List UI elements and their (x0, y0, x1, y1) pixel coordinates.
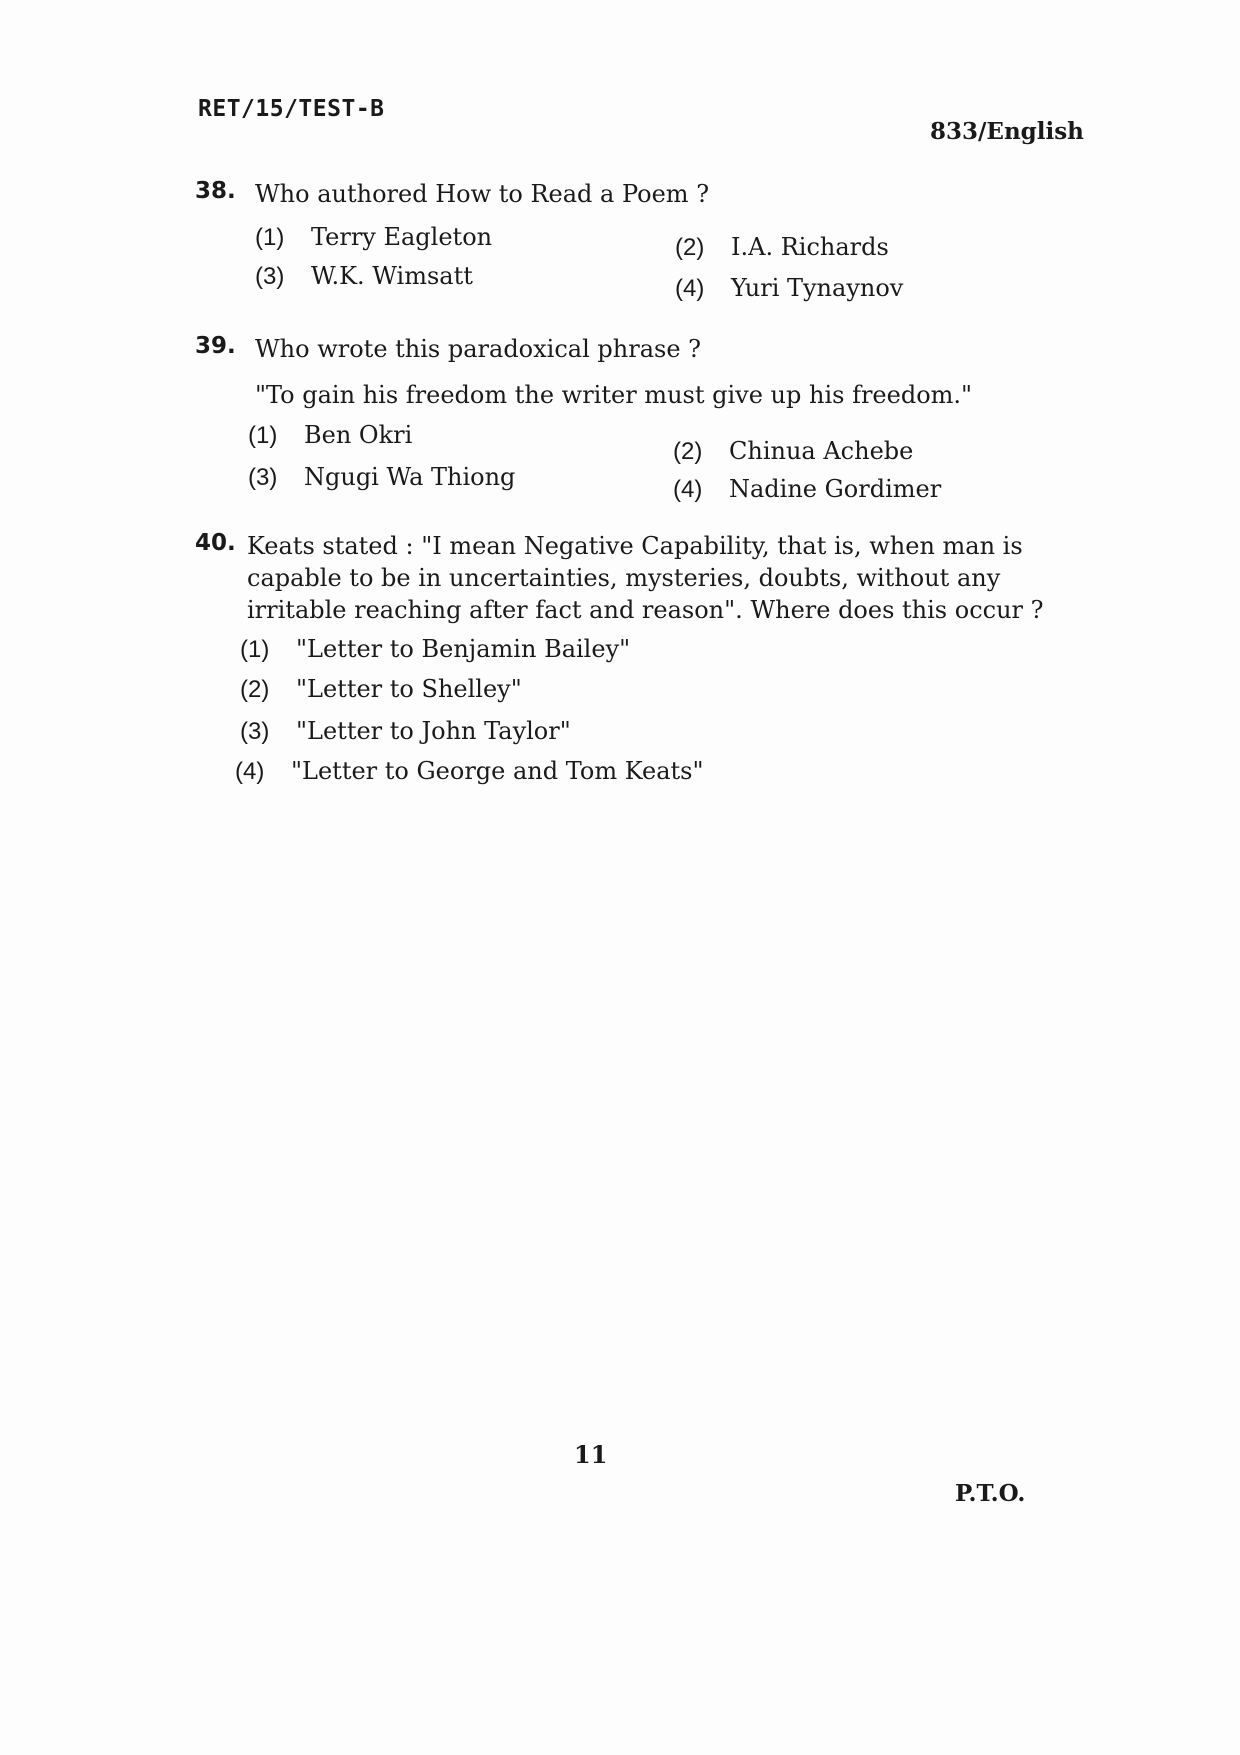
option-text: Ngugi Wa Thiong (304, 463, 516, 491)
option-number: (3) (240, 718, 270, 745)
option-number: (4) (675, 275, 705, 302)
subject-code: 833/English (930, 118, 1084, 145)
option-4 (675, 274, 903, 303)
option-text: Ben Okri (304, 421, 413, 449)
option-text: Nadine Gordimer (729, 475, 942, 503)
option-1 (255, 223, 492, 252)
option-text: "Letter to John Taylor" (296, 717, 571, 745)
option-2 (675, 233, 889, 262)
question-number: 38. (195, 178, 236, 204)
option-text: "Letter to Benjamin Bailey" (296, 635, 631, 663)
option-number: (3) (248, 464, 278, 491)
option-1 (240, 635, 630, 664)
question-text: Who wrote this paradoxical phrase ? (255, 335, 702, 363)
question-text: Who authored How to Read a Poem ? (255, 180, 710, 208)
option-2 (240, 675, 522, 704)
option-number: (2) (240, 676, 270, 703)
option-text: I.A. Richards (731, 233, 889, 261)
question-number: 40. (195, 530, 236, 556)
option-number: (2) (673, 438, 703, 465)
option-number: (4) (673, 476, 703, 503)
option-3 (240, 717, 571, 746)
question-number: 39. (195, 333, 236, 359)
option-text: Terry Eagleton (311, 223, 493, 251)
option-2 (673, 437, 913, 466)
option-3 (255, 262, 473, 291)
option-4 (235, 757, 704, 786)
option-text: "Letter to Shelley" (296, 675, 522, 703)
option-1 (248, 421, 412, 450)
option-number: (2) (675, 234, 705, 261)
option-text: Chinua Achebe (729, 437, 914, 465)
option-3 (248, 463, 515, 492)
question-text: Keats stated : "I mean Negative Capability, that is, when man is capable to be in uncertainties, mysteries, doubts, without any irritable reaching after fact and reason". Where does this occur ? (247, 532, 1044, 624)
option-number: (1) (255, 224, 285, 251)
page-number: 11 (574, 1440, 608, 1469)
please-turn-over: P.T.O. (955, 1480, 1026, 1507)
option-text: W.K. Wimsatt (311, 262, 473, 290)
option-number: (4) (235, 758, 265, 785)
quoted-phrase: "To gain his freedom the writer must give up his freedom." (255, 381, 973, 409)
paper-code: RET/15/TEST-B (198, 96, 385, 122)
option-number: (1) (240, 636, 270, 663)
option-number: (1) (248, 422, 278, 449)
option-4 (673, 475, 941, 504)
option-text: "Letter to George and Tom Keats" (291, 757, 704, 785)
option-number: (3) (255, 263, 285, 290)
option-text: Yuri Tynaynov (731, 274, 904, 302)
